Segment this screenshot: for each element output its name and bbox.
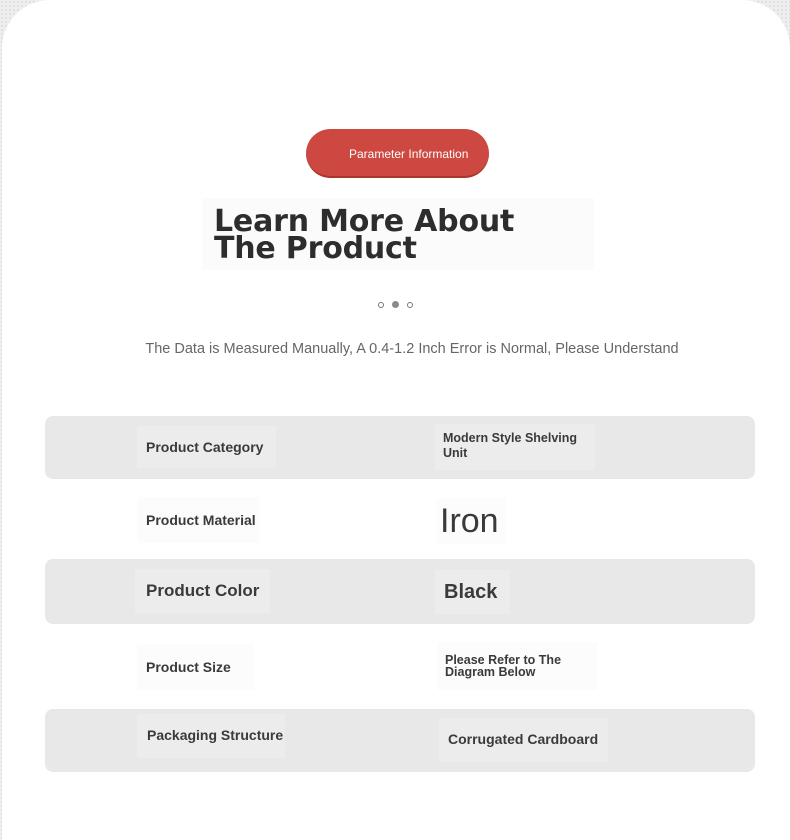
param-row-material (45, 489, 755, 551)
param-label-color: Product Color (135, 569, 270, 613)
param-label-packaging: Packaging Structure (137, 714, 285, 758)
param-label-material: Product Material (137, 497, 260, 543)
param-value-packaging: Corrugated Cardboard (439, 718, 608, 762)
measurement-note: The Data is Measured Manually, A 0.4-1.2 Inch Error is Normal, Please Understand (145, 341, 679, 357)
param-label-category: Product Category (137, 426, 276, 468)
param-value-category: Modern Style Shelving Unit (435, 424, 595, 470)
carousel-dot-3[interactable] (407, 302, 413, 308)
carousel-dots (378, 301, 413, 308)
parameter-information-button[interactable] (306, 129, 489, 178)
param-row-size (45, 634, 755, 700)
param-value-material: Iron (436, 498, 506, 544)
section-title: Learn More About The Product (202, 198, 594, 270)
carousel-dot-1[interactable] (378, 302, 384, 308)
param-row-packaging (45, 709, 755, 772)
param-value-color: Black (435, 570, 510, 614)
param-row-color (45, 559, 755, 624)
param-value-size: Please Refer to The Diagram Below (437, 642, 597, 690)
parameter-information-label: Parameter Information (349, 146, 469, 161)
param-label-size: Product Size (137, 644, 254, 690)
carousel-dot-2[interactable] (392, 301, 399, 308)
param-row-category (45, 416, 755, 479)
parameter-card (2, 0, 790, 840)
